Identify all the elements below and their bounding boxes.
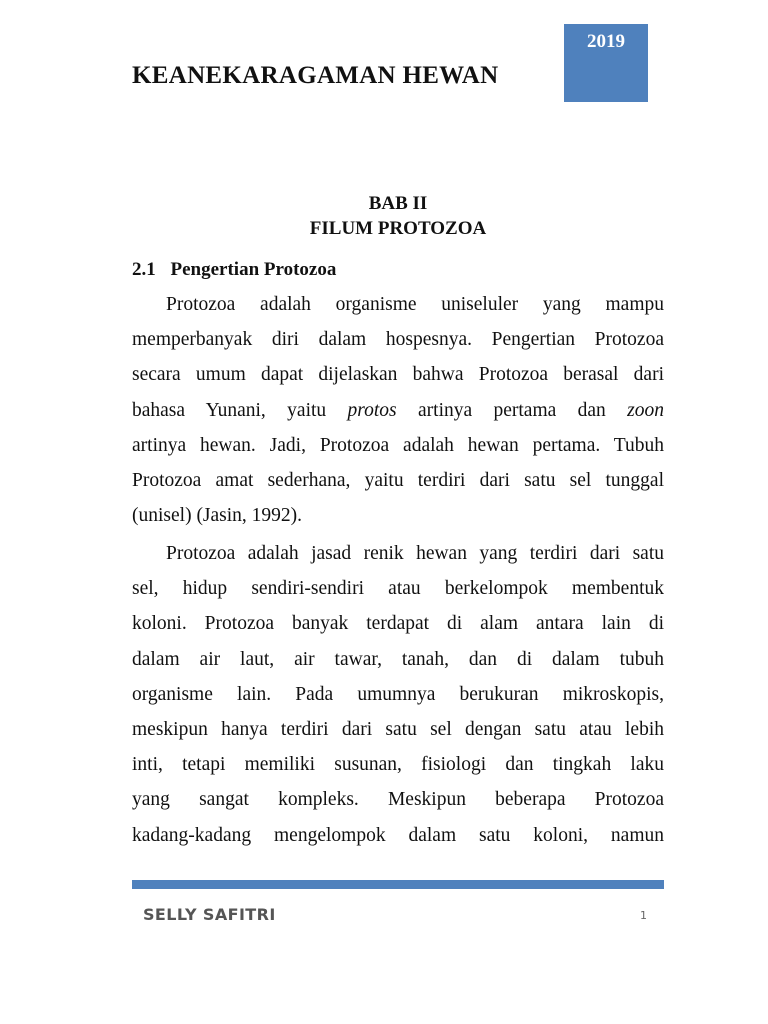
paragraph-2-line-2: sel, hidup sendiri-sendiri atau berkelompok membentuk	[132, 578, 664, 600]
chapter-number: BAB II	[368, 193, 428, 214]
paragraph-2-line-9: kadang-kadang mengelompok dalam satu koloni, namun	[132, 824, 664, 846]
paragraph-1-line-6: Protozoa amat sederhana, yaitu terdiri dari satu sel tunggal	[132, 470, 664, 492]
section-number: 2.1	[132, 259, 156, 280]
paragraph-1	[132, 287, 664, 533]
paragraph-2-line-3: koloni. Protozoa banyak terdapat di alam antara lain di	[132, 613, 664, 635]
paragraph-1-line-4-part-b: artinya pertama dan	[418, 399, 606, 421]
header-title: KEANEKARAGAMAN HEWAN	[132, 62, 499, 89]
paragraph-1-line-3: secara umum dapat dijelaskan bahwa Protozoa berasal dari	[132, 364, 664, 386]
term-protos: protos	[347, 399, 397, 421]
paragraph-2-line-1: Protozoa adalah jasad renik hewan yang terdiri dari satu	[166, 543, 664, 564]
paragraph-1-line-1: Protozoa adalah organisme uniseluler yang mampu	[166, 294, 664, 315]
paragraph-2	[132, 536, 664, 853]
paragraph-2-line-8: yang sangat kompleks. Meskipun beberapa Protozoa	[132, 789, 664, 811]
paragraph-1-line-2: memperbanyak diri dalam hospesnya. Pengertian Protozoa	[132, 329, 664, 351]
paragraph-1-line-5: artinya hewan. Jadi, Protozoa adalah hewan pertama. Tubuh	[132, 434, 664, 456]
footer-author: SELLY SAFITRI	[143, 905, 276, 924]
section-heading	[132, 259, 336, 281]
page-number: 1	[640, 909, 647, 922]
paragraph-2-line-4: dalam air laut, air tawar, tanah, dan di dalam tubuh	[132, 648, 664, 670]
year-text: 2019	[587, 31, 625, 52]
paragraph-1-line-4-part-a: bahasa Yunani, yaitu	[132, 399, 327, 421]
footer-divider	[132, 880, 664, 889]
paragraph-2-line-6: meskipun hanya terdiri dari satu sel dengan satu atau lebih	[132, 719, 664, 741]
paragraph-1-line-4	[132, 393, 664, 428]
paragraph-1-line-7: (unisel) (Jasin, 1992).	[132, 505, 303, 527]
paragraph-2-line-7: inti, tetapi memiliki susunan, fisiologi dan tingkah laku	[132, 754, 664, 776]
term-zoon: zoon	[627, 399, 665, 421]
year-badge	[564, 24, 648, 102]
chapter-title: FILUM PROTOZOA	[309, 218, 487, 239]
section-title: Pengertian Protozoa	[170, 259, 337, 280]
paragraph-2-line-5: organisme lain. Pada umumnya berukuran mikroskopis,	[132, 683, 664, 705]
